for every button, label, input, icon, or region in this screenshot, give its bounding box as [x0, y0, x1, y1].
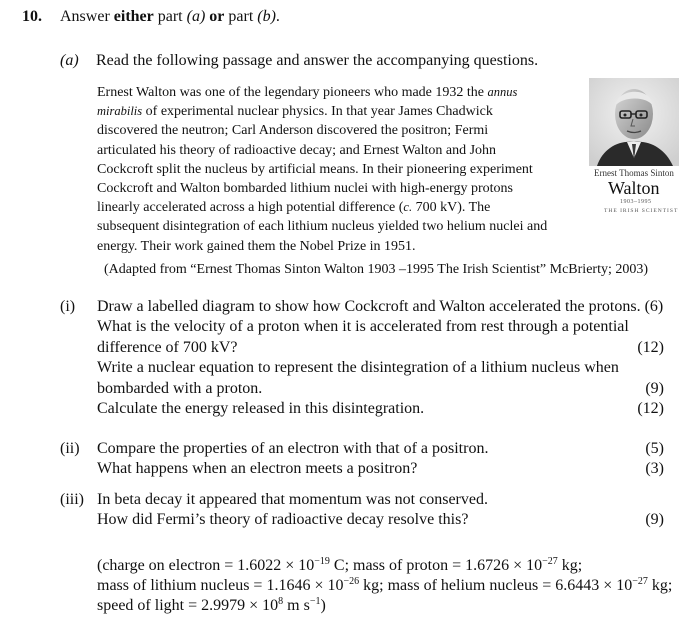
- question-text: Calculate the energy released in this disintegration.: [97, 400, 425, 417]
- exponent: −26: [343, 576, 360, 587]
- question-text: How did Fermi’s theory of radioactive decay resolve this?: [97, 511, 469, 528]
- exponent: −19: [314, 556, 330, 567]
- marks-label: (9): [645, 511, 664, 528]
- constant-text: ): [320, 597, 326, 614]
- passage-line: [97, 179, 567, 198]
- instruction-text: Answer: [60, 8, 114, 25]
- photo-caption-years: 1903–1995: [620, 199, 652, 205]
- exponent: −27: [542, 556, 558, 567]
- marks-label: (5): [645, 440, 664, 457]
- part-a-intro: Read the following passage and answer the accompanying questions.: [96, 52, 539, 69]
- subquestion-number: (iii): [60, 491, 84, 508]
- passage-italic-text: mirabilis: [97, 104, 143, 119]
- passage-line: [97, 237, 567, 256]
- constant-text: mass of lithium nucleus = 1.1646 × 10: [97, 577, 344, 594]
- portrait-image: [589, 78, 679, 166]
- question-text: What is the velocity of a proton when it is accelerated from rest through a potential: [97, 318, 629, 335]
- constants-line-1: [97, 557, 582, 575]
- question-text: Write a nuclear equation to represent the disintegration of a lithium nucleus when: [97, 359, 619, 376]
- constants-line-3: [97, 597, 326, 615]
- constant-text: (charge on electron = 1.6022 × 10: [97, 557, 315, 574]
- instruction-text: part: [153, 8, 187, 25]
- passage-line: [97, 217, 567, 236]
- marks-label: (12): [637, 400, 664, 417]
- part-a-label: (a): [60, 52, 79, 69]
- passage-text: linearly accelerated across a high potential difference (: [97, 200, 404, 216]
- photo-caption-title: Walton: [608, 178, 660, 198]
- passage-text: Cockcroft split the nucleus by artificial means. In their pioneering experiment: [97, 161, 533, 177]
- photo-caption-subtitle: THE IRISH SCIENTIST: [604, 208, 679, 214]
- passage-line: [97, 83, 567, 102]
- question-text: difference of 700 kV?: [97, 338, 238, 356]
- marks-label: (9): [645, 379, 664, 397]
- instruction-part-b: (b): [257, 8, 276, 25]
- instruction-text: part: [224, 8, 258, 25]
- exponent: −1: [309, 596, 321, 607]
- instruction-part-a: (a): [186, 8, 206, 25]
- constant-text: C; mass of proton = 1.6726 × 10: [329, 557, 543, 574]
- question-text: In beta decay it appeared that momentum was not conserved.: [97, 491, 488, 508]
- constant-text: kg;: [557, 557, 583, 574]
- passage-text: of experimental nuclear physics. In that year James Chadwick: [142, 104, 493, 120]
- constant-text: speed of light = 2.9979 × 10: [97, 597, 279, 614]
- passage-text: discovered the neutron; Carl Anderson discovered the positron; Fermi: [97, 123, 489, 139]
- passage-text: subsequent disintegration of each lithium nucleus yielded two helium nuclei and: [97, 219, 548, 235]
- instruction-or: or: [205, 8, 225, 25]
- passage-line: [97, 198, 567, 217]
- instruction-text: .: [275, 8, 280, 25]
- question-text: Compare the properties of an electron with that of a positron.: [97, 440, 489, 457]
- passage-text: 700 kV). The: [412, 200, 491, 216]
- constant-text: kg; mass of helium nucleus = 6.6443 × 10: [359, 577, 633, 594]
- subquestion-number: (ii): [60, 440, 80, 457]
- question-text: Draw a labelled diagram to show how Cockcroft and Walton accelerated the protons. (6): [97, 298, 664, 315]
- passage-text: articulated his theory of radioactive decay; and Ernest Walton and John: [97, 142, 497, 158]
- marks-label: (12): [637, 338, 664, 356]
- marks-label: (3): [645, 460, 664, 477]
- subquestion-number: (i): [60, 298, 76, 315]
- passage-italic-text: c.: [403, 200, 413, 215]
- passage-text: Ernest Walton was one of the legendary pioneers who made 1932 the: [97, 85, 488, 100]
- passage-italic-text: annus: [487, 85, 518, 99]
- question-text: bombarded with a proton.: [97, 379, 263, 397]
- photo-caption-name: Ernest Thomas Sinton: [594, 168, 674, 178]
- question-instruction: [60, 8, 280, 26]
- exponent: −27: [632, 576, 648, 587]
- constants-line-2: [97, 577, 672, 595]
- passage-text: Cockcroft and Walton bombarded lithium nuclei with high-energy protons: [97, 181, 513, 197]
- question-number: 10.: [22, 8, 42, 25]
- constant-text: kg;: [647, 577, 673, 594]
- question-text: What happens when an electron meets a positron?: [97, 460, 418, 477]
- passage-line: [97, 102, 567, 121]
- passage-text: energy. Their work gained them the Nobel Prize in 1951.: [97, 238, 416, 254]
- exponent: 8: [278, 596, 284, 607]
- passage-citation: (Adapted from “Ernest Thomas Sinton Walton 1903 –1995 The Irish Scientist” McBrierty; 2003): [104, 262, 649, 277]
- instruction-either: either: [113, 8, 154, 25]
- walton-portrait-photo: [589, 78, 679, 166]
- passage-line: [97, 121, 567, 140]
- passage-line: [97, 160, 567, 179]
- passage-line: [97, 141, 567, 160]
- passage: [97, 83, 567, 256]
- constant-text: m s: [283, 597, 310, 614]
